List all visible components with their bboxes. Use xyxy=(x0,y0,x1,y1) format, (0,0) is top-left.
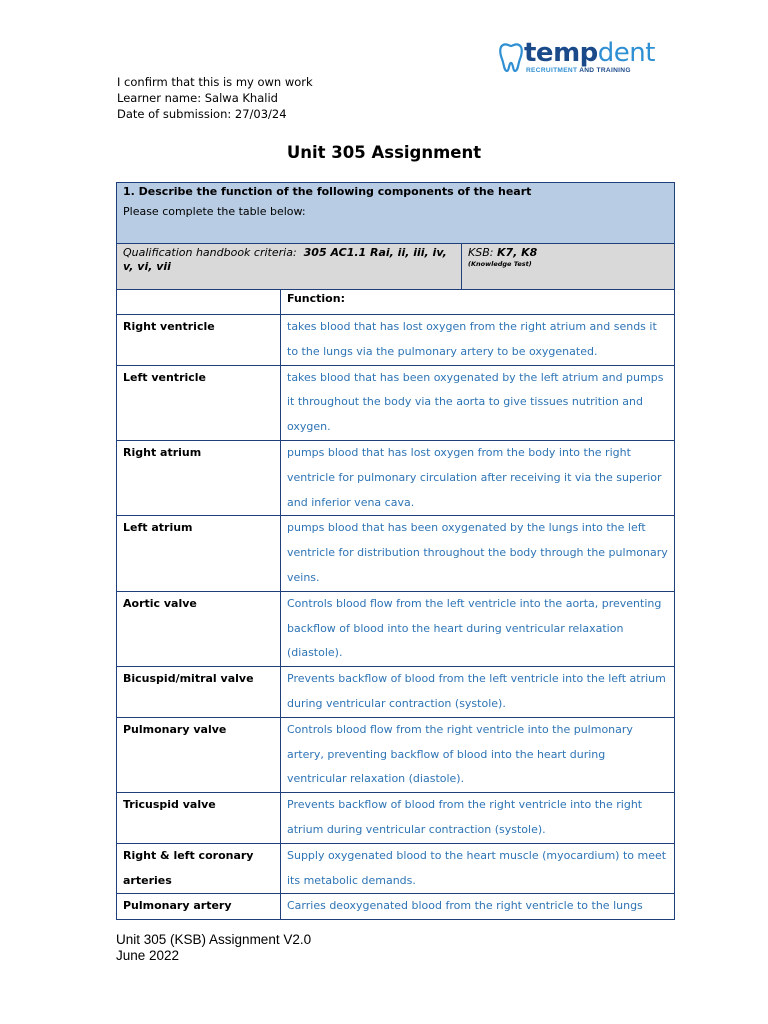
question-text: 1. Describe the function of the following components of the heart xyxy=(123,185,532,198)
ksb-label: KSB: xyxy=(468,246,494,259)
table-row xyxy=(117,591,675,666)
criteria-value: 305 AC1.1 Rai, ii, iii, iv, v, vi, vii xyxy=(123,246,447,273)
logo-tagline: RECRUITMENT AND TRAINING xyxy=(526,67,631,74)
page-footer xyxy=(116,932,311,964)
table-row xyxy=(117,440,675,515)
page-title: Unit 305 Assignment xyxy=(286,143,482,162)
submission-date: Date of submission: 27/03/24 xyxy=(117,107,287,121)
function-cell: Prevents backflow of blood from the left ventricle into the left atrium during ventricular contraction (systole). xyxy=(281,667,675,718)
declaration-line: I confirm that this is my own work xyxy=(117,75,313,89)
criteria-label: Qualification handbook criteria: xyxy=(123,246,297,259)
table-row xyxy=(117,894,675,920)
function-cell: Carries deoxygenated blood from the right ventricle to the lungs xyxy=(281,894,675,920)
ksb-note: (Knowledge Test) xyxy=(468,260,532,268)
component-cell: Right & left coronary arteries xyxy=(117,843,281,894)
component-cell: Pulmonary artery xyxy=(117,894,281,920)
assignment-table xyxy=(116,182,675,920)
instruction-text: Please complete the table below: xyxy=(123,205,306,218)
ksb-value: K7, K8 xyxy=(496,246,538,259)
component-cell: Pulmonary valve xyxy=(117,717,281,792)
function-cell: takes blood that has lost oxygen from the right atrium and sends it to the lungs via the pulmonary artery to be oxygenated. xyxy=(281,315,675,366)
function-cell: pumps blood that has lost oxygen from the body into the right ventricle for pulmonary circulation after receiving it via the superior and inferior vena cava. xyxy=(281,440,675,515)
function-cell: Controls blood flow from the right ventricle into the pulmonary artery, preventing backflow of blood into the heart during ventricular relaxation (diastole). xyxy=(281,717,675,792)
question-header xyxy=(117,183,675,244)
function-cell: Prevents backflow of blood from the right ventricle into the right atrium during ventricular contraction (systole). xyxy=(281,793,675,844)
footer-date: June 2022 xyxy=(116,948,180,963)
component-cell: Right ventricle xyxy=(117,315,281,366)
table-row xyxy=(117,793,675,844)
function-cell: takes blood that has been oxygenated by the left atrium and pumps it throughout the body via the aorta to give tissues nutrition and oxygen. xyxy=(281,365,675,440)
function-cell: Supply oxygenated blood to the heart muscle (myocardium) to meet its metabolic demands. xyxy=(281,843,675,894)
ksb-cell xyxy=(462,244,675,290)
component-cell: Aortic valve xyxy=(117,591,281,666)
table-row xyxy=(117,843,675,894)
component-cell: Left ventricle xyxy=(117,365,281,440)
declaration xyxy=(117,74,313,122)
criteria-cell xyxy=(117,244,462,290)
table-row xyxy=(117,516,675,591)
table-row xyxy=(117,365,675,440)
component-cell: Tricuspid valve xyxy=(117,793,281,844)
table-row xyxy=(117,315,675,366)
component-cell: Left atrium xyxy=(117,516,281,591)
learner-name: Learner name: Salwa Khalid xyxy=(117,91,278,105)
function-cell: pumps blood that has been oxygenated by the lungs into the left ventricle for distribution throughout the body through the pulmonary veins. xyxy=(281,516,675,591)
component-cell: Right atrium xyxy=(117,440,281,515)
tooth-icon xyxy=(498,42,524,74)
tempdent-logo xyxy=(498,40,658,80)
logo-wordmark: tempdent xyxy=(524,38,655,68)
component-column-header xyxy=(117,290,281,315)
function-column-header: Function: xyxy=(281,290,675,315)
table-row xyxy=(117,717,675,792)
function-cell: Controls blood flow from the left ventricle into the aorta, preventing backflow of blood into the heart during ventricular relaxation (diastole). xyxy=(281,591,675,666)
footer-version: Unit 305 (KSB) Assignment V2.0 xyxy=(116,932,312,947)
table-row xyxy=(117,667,675,718)
component-cell: Bicuspid/mitral valve xyxy=(117,667,281,718)
